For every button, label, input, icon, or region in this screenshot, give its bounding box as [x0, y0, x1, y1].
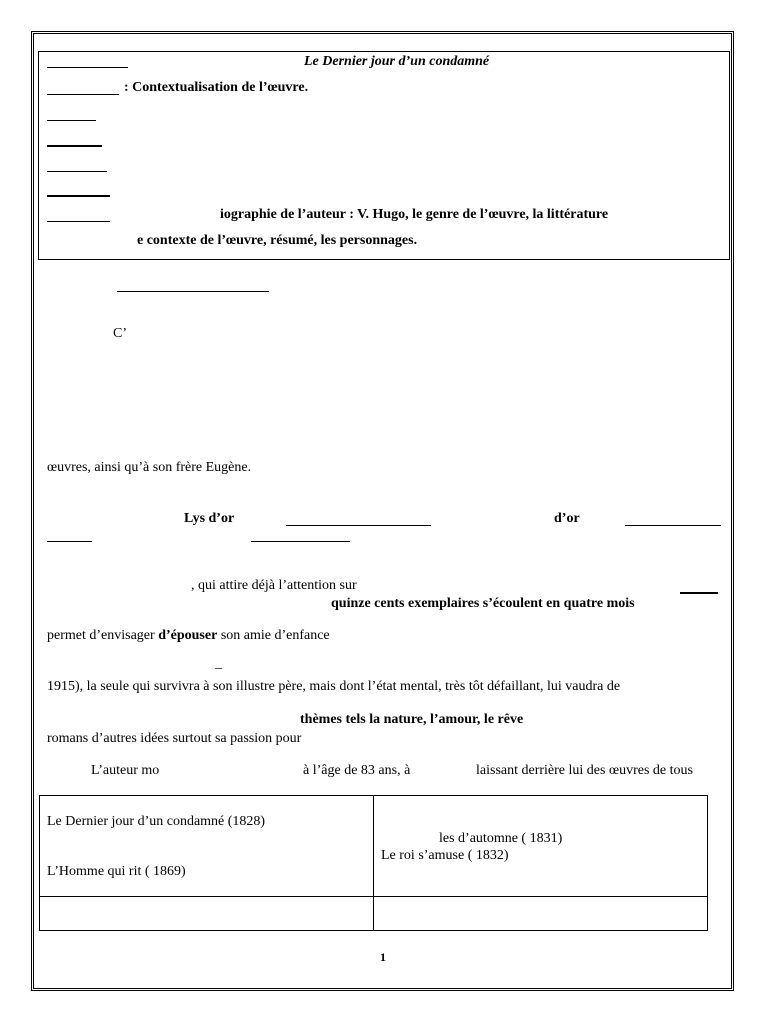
text-fragment: Lys d’or [184, 511, 235, 526]
work-title: Le Dernier jour d’un condamné (1828) [47, 814, 266, 829]
work-title: les d’automne ( 1831) [439, 831, 563, 846]
text-fragment: permet d’envisager [47, 628, 159, 643]
text-fragment: , qui attire déjà l’attention sur [191, 578, 357, 593]
table-cell [40, 796, 374, 897]
text-fragment: L’auteur mo [91, 763, 160, 778]
blank-line [117, 291, 269, 292]
blank-line [47, 221, 110, 222]
text-fragment: laissant derrière lui des œuvres de tous [476, 763, 693, 778]
header-text-line: e contexte de l’œuvre, résumé, les personnages. [137, 233, 418, 248]
text-fragment: d’épouser [158, 628, 218, 643]
section-heading: : Contextualisation de l’œuvre. [124, 80, 309, 95]
text-line: 1915), la seule qui survivra à son illustre père, mais dont l’état mental, très tôt défaillant, lui vaudra de [47, 679, 621, 694]
table-cell [374, 897, 708, 931]
document-title: Le Dernier jour d’un condamné [304, 54, 490, 69]
blank-line [47, 67, 128, 68]
blank-line [47, 94, 119, 95]
page-number: 1 [380, 950, 386, 964]
text-line [47, 628, 330, 644]
header-text-line: iographie de l’auteur : V. Hugo, le genre de l’œuvre, la littérature [220, 207, 609, 222]
text-fragment: thèmes tels la nature, l’amour, le rêve [300, 712, 524, 727]
blank-line [251, 541, 350, 542]
blank-line [47, 171, 107, 172]
work-title: L’Homme qui rit ( 1869) [47, 864, 186, 879]
blank-line [286, 525, 431, 526]
blank-line [47, 195, 110, 197]
blank-line [680, 592, 718, 594]
text-line: romans d’autres idées surtout sa passion pour [47, 731, 302, 746]
table-row [40, 796, 708, 897]
text-fragment: quinze cents exemplaires s’écoulent en quatre mois [331, 596, 635, 611]
blank-line [47, 145, 102, 147]
table-cell [374, 796, 708, 897]
text-line: œuvres, ainsi qu’à son frère Eugène. [47, 460, 252, 475]
blank-line [47, 120, 96, 121]
work-title: Le roi s’amuse ( 1832) [381, 848, 509, 863]
text-fragment: à l’âge de 83 ans, à [303, 763, 411, 778]
table-row [40, 897, 708, 931]
text-fragment: son amie d’enfance [217, 628, 330, 643]
works-table [39, 795, 708, 931]
text-fragment: C’ [113, 326, 127, 341]
text-fragment: _ [215, 656, 222, 671]
text-fragment: d’or [554, 511, 580, 526]
table-cell [40, 897, 374, 931]
blank-line [47, 541, 92, 542]
blank-line [625, 525, 721, 526]
